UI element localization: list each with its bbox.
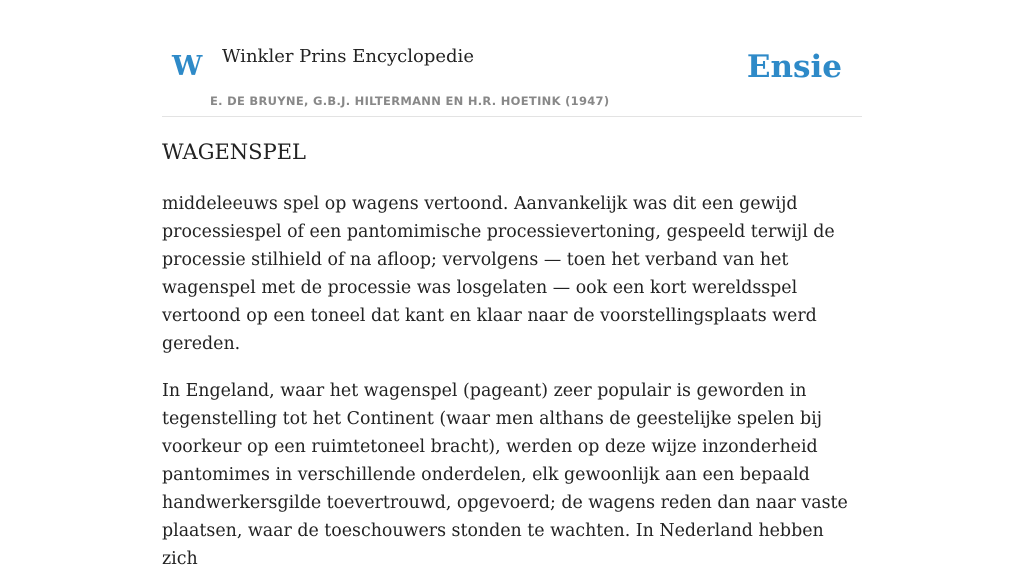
header <box>162 0 862 117</box>
article-paragraph: middeleeuws spel op wagens vertoond. Aanvankelijk was dit een gewijd processiespel of een pantomimische processievertoning, gespeeld terwijl de processie stilhield of na afloop; vervolgens — toen het verband van het wagenspel met de processie was losgelaten — ook een kort wereldsspel vertoond op een toneel dat kant en klaar naar de voorstellingsplaats werd gereden. <box>162 194 835 355</box>
publication-authors: E. DE BRUYNE, G.B.J. HILTERMANN EN H.R. HOETINK (1947) <box>210 94 610 108</box>
article-title: WAGENSPEL <box>162 140 306 164</box>
article <box>162 138 862 573</box>
article-paragraph: In Engeland, waar het wagenspel (pageant) zeer populair is geworden in tegenstelling tot het Continent (waar men althans de geestelijke spelen bij voorkeur op een ruimtetoneel bracht), werden op deze wijze inzonderheid pantomimes in verschillende onderdelen, elk gewoonlijk aan een bepaald handwerkersgilde toevertrouwd, opgevoerd; de wagens reden dan naar vaste plaatsen, waar de toeschouwers stonden te wachten. In Nederland hebben zich <box>162 381 848 570</box>
publication-title[interactable]: Winkler Prins Encyclopedie <box>222 46 474 67</box>
ensie-logo[interactable]: Ensie <box>746 49 842 85</box>
winkler-prins-logo[interactable]: W <box>172 51 203 82</box>
